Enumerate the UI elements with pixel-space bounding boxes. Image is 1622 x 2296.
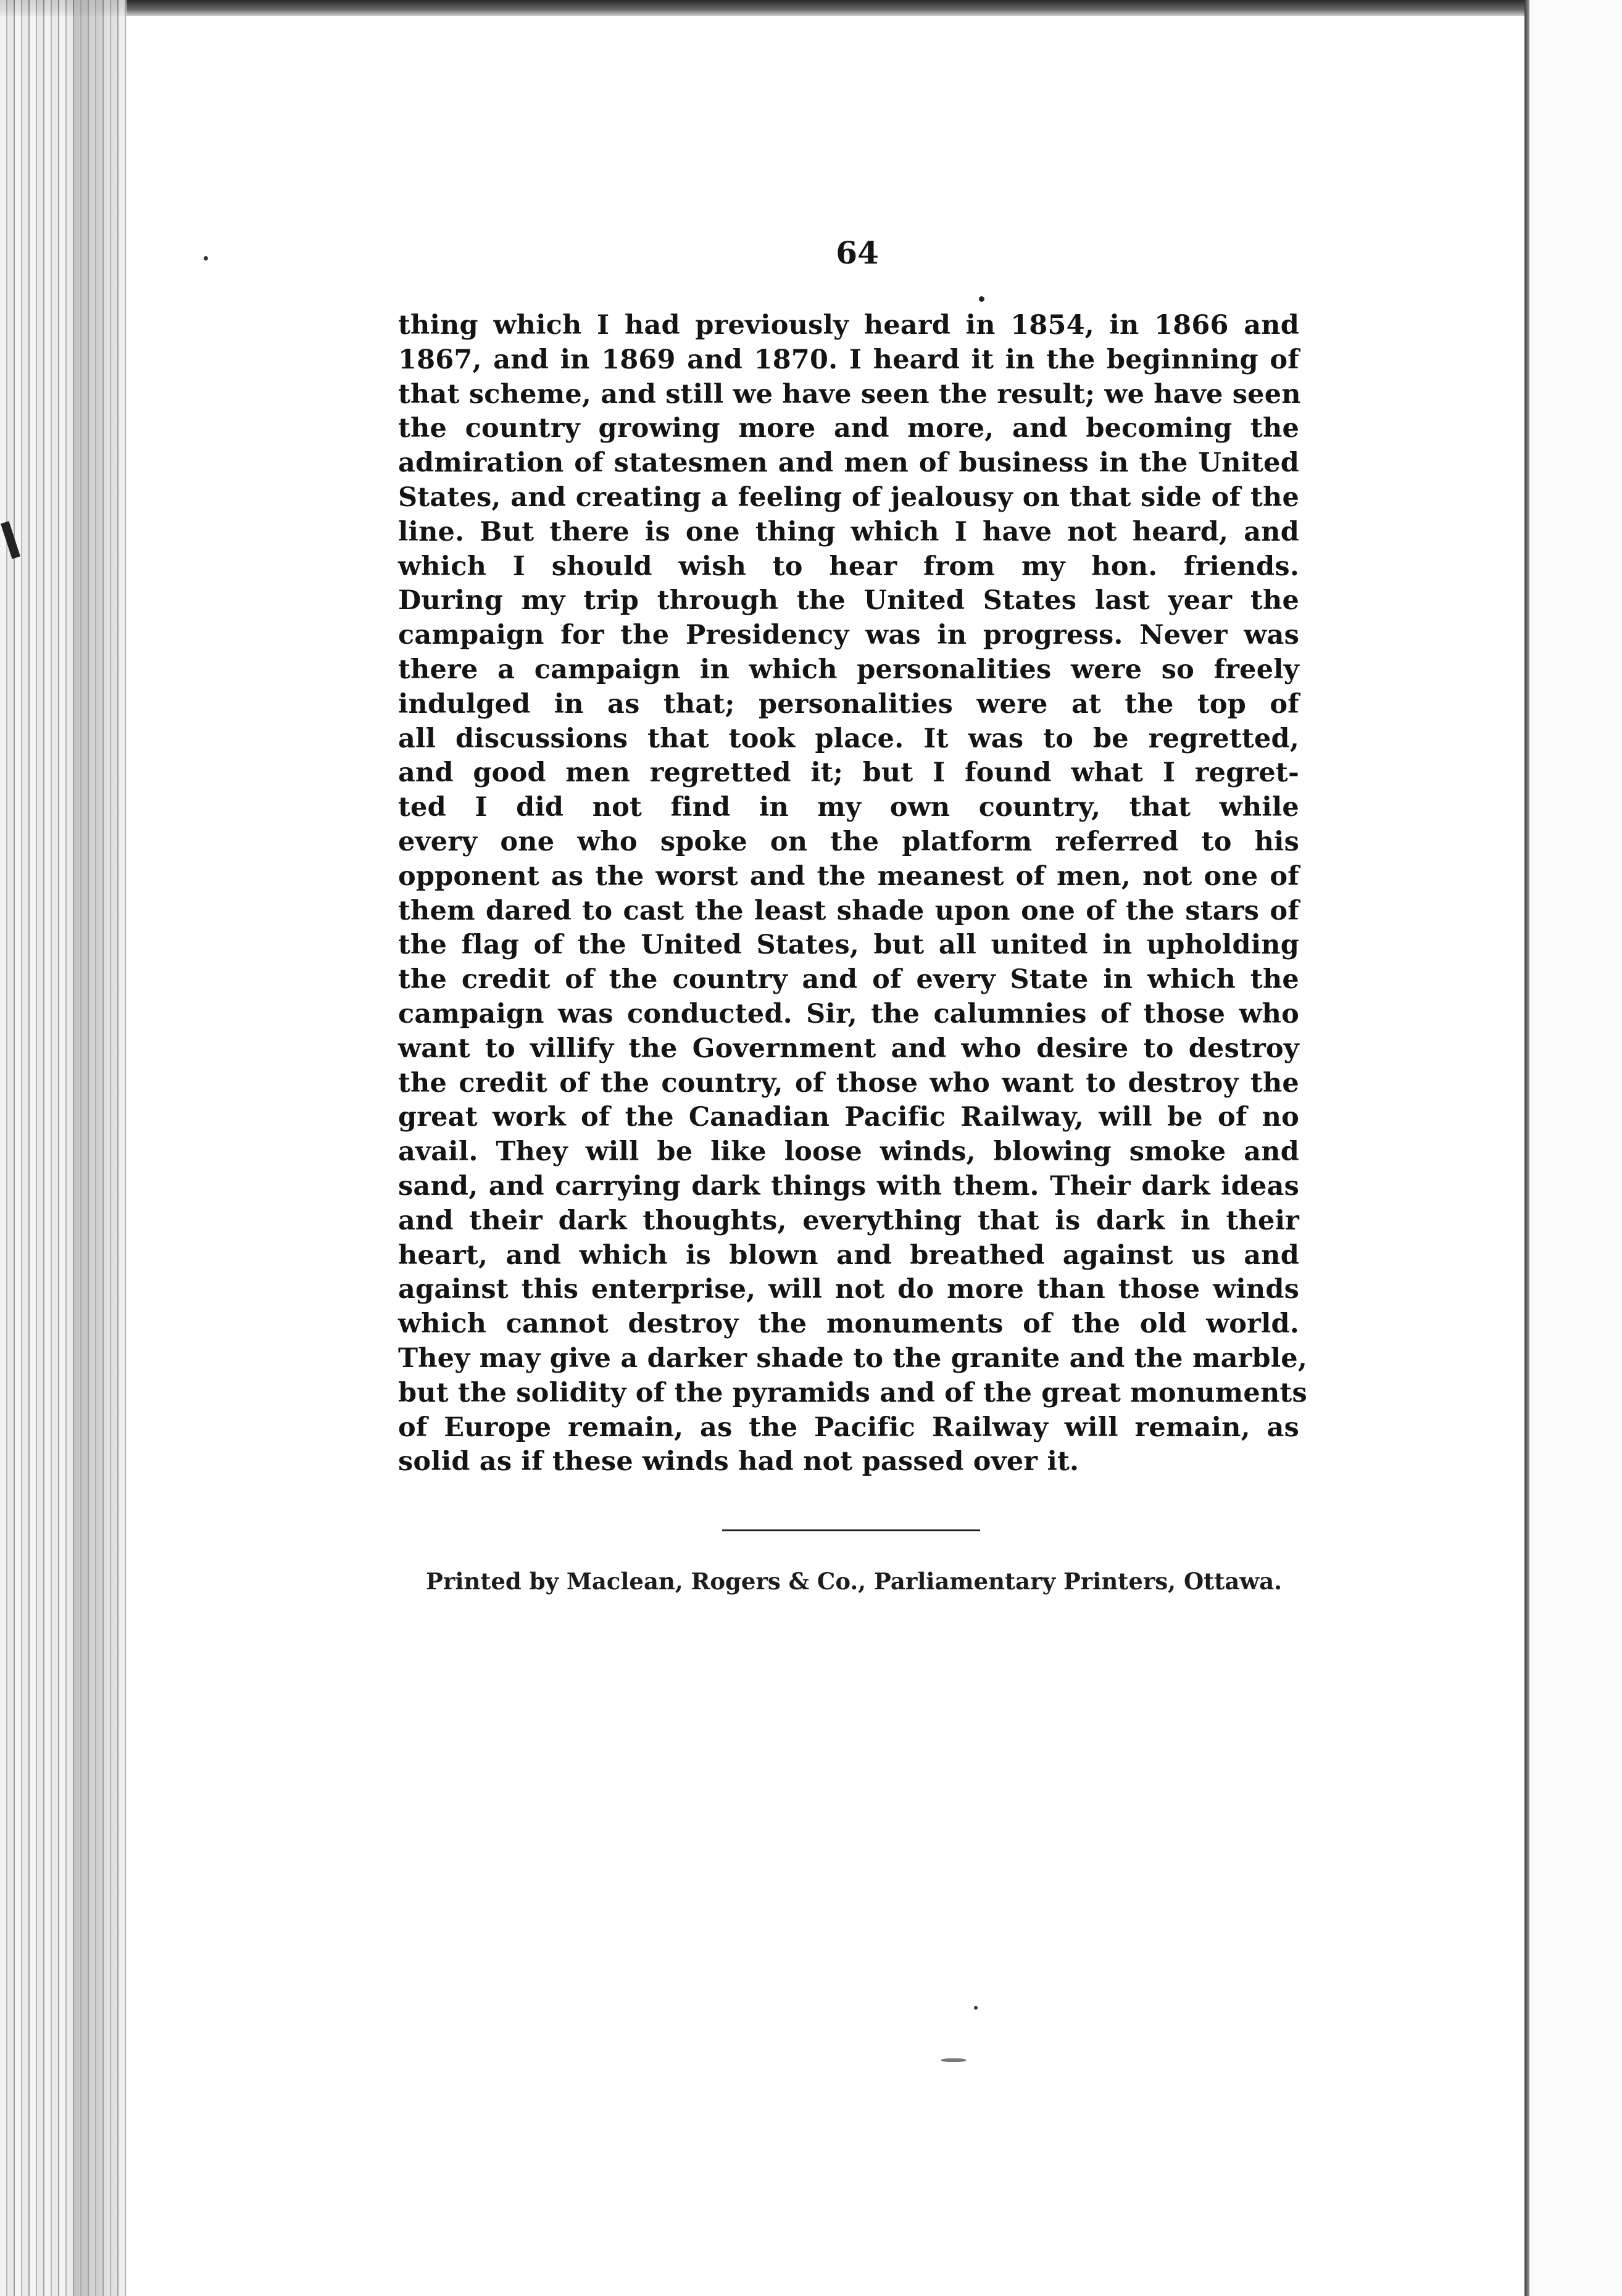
- text-line: of Europe remain, as the Pacific Railway will remain, as: [398, 1412, 1299, 1443]
- text-line: that scheme, and still we have seen the result; we have seen: [398, 378, 1301, 410]
- text-line: opponent as the worst and the meanest of men, not one of: [398, 860, 1299, 892]
- printer-imprint: Printed by Maclean, Rogers & Co., Parliamentary Printers, Ottawa.: [426, 1568, 1283, 1595]
- divider-rule: [722, 1529, 980, 1531]
- text-line: there a campaign in which personalities were so freely: [398, 654, 1299, 685]
- text-line: which cannot destroy the monuments of the old world.: [398, 1308, 1299, 1340]
- ink-speck: [974, 2006, 978, 2010]
- text-line: avail. They will be like loose winds, blowing smoke and: [398, 1136, 1299, 1168]
- ink-speck: [941, 2058, 966, 2062]
- text-line: want to villify the Government and who desire to destroy: [398, 1033, 1299, 1064]
- ink-dot: [979, 296, 984, 302]
- text-line: campaign was conducted. Sir, the calumnies of those who: [398, 998, 1299, 1029]
- ink-speck: [204, 256, 208, 260]
- text-line: which I should wish to hear from my hon. friends.: [398, 551, 1299, 582]
- text-line: them dared to cast the least shade upon one of the stars of: [398, 895, 1299, 926]
- text-line: admiration of statesmen and men of business in the United: [398, 447, 1299, 479]
- text-line: solid as if these winds had not passed over it.: [398, 1446, 1079, 1478]
- book-page-edges-shadow: [74, 0, 127, 2296]
- text-line: States, and creating a feeling of jealousy on that side of the: [398, 481, 1299, 513]
- text-line: indulged in as that; personalities were at the top of: [398, 688, 1299, 720]
- scan-top-border: [0, 0, 1622, 16]
- text-line: thing which I had previously heard in 1854, in 1866 and: [398, 310, 1299, 341]
- text-line: the credit of the country and of every State in which the: [398, 964, 1299, 996]
- body-text: [398, 309, 1308, 1479]
- text-line: the credit of the country, of those who want to destroy the: [398, 1067, 1299, 1099]
- text-line: and good men regretted it; but I found what I regret-: [398, 757, 1299, 789]
- text-line: During my trip through the United States last year the: [398, 585, 1299, 617]
- text-line: ted I did not find in my own country, that while: [398, 792, 1299, 823]
- text-line: and their dark thoughts, everything that is dark in their: [398, 1205, 1299, 1236]
- page-number: 64: [836, 235, 879, 271]
- text-line: heart, and which is blown and breathed against us and: [398, 1239, 1299, 1271]
- text-line: sand, and carrying dark things with them. Their dark ideas: [398, 1170, 1299, 1202]
- book-gutter: [1524, 0, 1529, 2296]
- text-line: campaign for the Presidency was in progress. Never was: [398, 620, 1299, 651]
- text-line: but the solidity of the pyramids and of the great monuments: [398, 1377, 1307, 1408]
- text-line: every one who spoke on the platform referred to his: [398, 826, 1299, 857]
- facing-page-edge: [1529, 0, 1622, 2296]
- text-line: They may give a darker shade to the granite and the marble,: [398, 1342, 1308, 1374]
- text-line: great work of the Canadian Pacific Railway, will be of no: [398, 1102, 1299, 1133]
- text-line: 1867, and in 1869 and 1870. I heard it in the beginning of: [398, 344, 1299, 375]
- text-line: all discussions that took place. It was to be regretted,: [398, 723, 1299, 754]
- text-line: against this enterprise, will not do more than those winds: [398, 1274, 1299, 1305]
- text-line: the country growing more and more, and becoming the: [398, 413, 1299, 444]
- text-line: line. But there is one thing which I have not heard, and: [398, 516, 1299, 547]
- text-line: the flag of the United States, but all united in upholding: [398, 930, 1299, 961]
